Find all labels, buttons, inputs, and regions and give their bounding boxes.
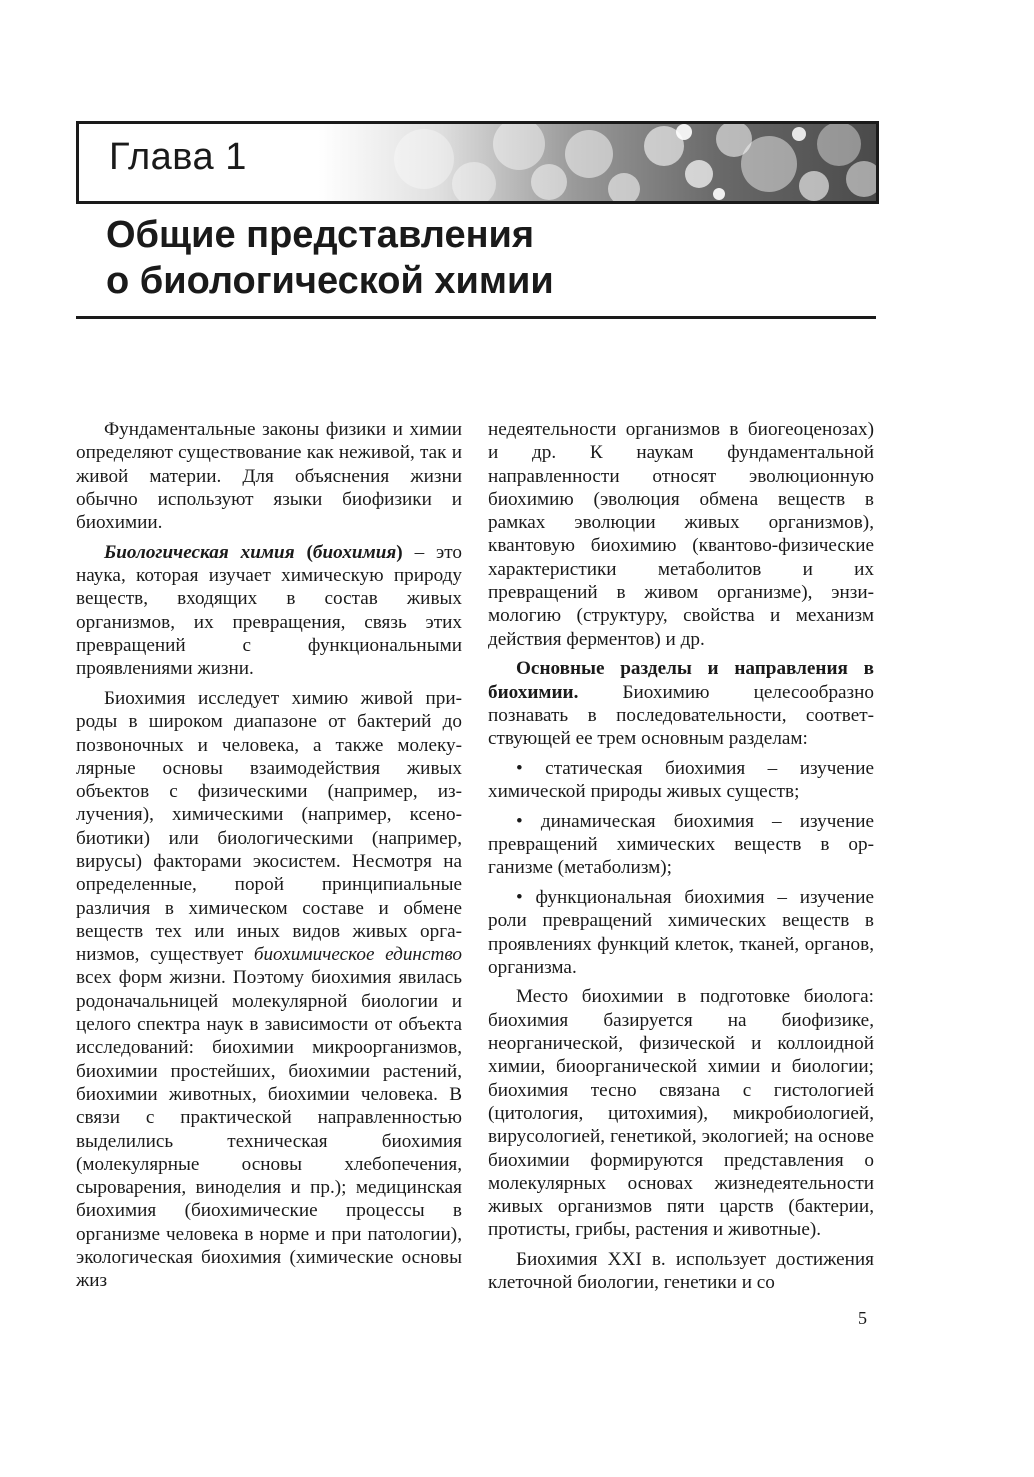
- term-biological-chemistry: Биологическая химия: [104, 541, 295, 563]
- paragraph: Место биохимии в подготовке биолога: биохимия базируется на биофизике, неорганической, физической и коллоидной химии, биоорганической химии и биологии; биохимия тесно связана с гистологией (цитология, цитохимия), микробиологией, вирусологией, генетикой, экологией; на основе биохимии формируются представления о молекулярных основах жизнедеятельности живых организмов пяти царств (бактерии, протисты, грибы, растения и животные).: [488, 986, 874, 1241]
- page-number: 5: [858, 1308, 867, 1328]
- paragraph-definition: Биологическая химия (биохимия) – это наука, которая изучает химическую природу веществ, входящих в состав живых организмов, их превращения, связь этих превращений с функциональными проявлениями жизни.: [76, 541, 463, 680]
- paragraph: Фундаментальные законы физики и химии определяют существование как неживой, так и живой материи. Для объяснения жизни обычно используют языки биофизики и биохимии.: [76, 419, 462, 534]
- bullet-icon: •: [516, 757, 523, 779]
- paragraph: Биохимия XXI в. использует достижения клеточной биологии, генетики и со: [488, 1249, 874, 1294]
- paragraph-continued: недеятельности организмов в биогеоценозах) и др. К наукам фундаментальной направленности относят эволюционную биохимию (эволюция обмена веществ в рамках эволюции живых организмов), квантовую биохимию (квантово-физические характеристики метаболитов и их превращений в живом организме), энзимологию (структуру, свойства и механизм действия ферментов) и др.: [488, 419, 874, 650]
- term-biochemistry: биохимия: [312, 541, 397, 563]
- list-item: • динамическая биохимия – изучение превращений химических веществ в организме (метаболизм);: [488, 810, 874, 879]
- right-column: [488, 418, 874, 1301]
- bullet-icon: •: [516, 886, 523, 908]
- list-item: • статическая биохимия – изучение химической природы живых существ;: [488, 757, 874, 803]
- chapter-title: [106, 212, 554, 304]
- chapter-title-line-2: о биологической химии: [106, 260, 554, 302]
- chapter-label: Глава 1: [109, 136, 247, 178]
- left-column: [76, 418, 462, 1299]
- paragraph-sections: Основные разделы и направления в биохимии. Биохимию целесообразно познавать в последовательности, соответствующей ее трем основным разделам:: [488, 658, 874, 750]
- term-biochemical-unity: биохимическое единство: [253, 944, 462, 966]
- list-item: • функциональная биохимия – изучение роли превращений химических веществ в проявлениях функций клеток, тканей, органов, организма.: [488, 886, 874, 978]
- title-divider: [76, 316, 876, 319]
- chapter-title-line-1: Общие представления: [106, 214, 535, 256]
- paragraph: Биохимия исследует химию живой природы в широком диапазоне от бактерий до позвоночных и человека, а также молекулярные основы взаимодействия живых объектов с физическими (например, излучения), химическими (например, ксенобиотики) или биологическими (например, вирусы) факторами экосистем. Несмотря на определенные, порой принципиальные различия в химическом составе и обмене веществ тех или иных видов живых организмов, существует биохимическое единство всех форм жизни. Поэтому биохимия явилась родоначальницей молекулярной биологии и целого спектра наук в зависимости от объекта исследований: биохимии микроорганизмов, биохимии простейших, биохимии растений, биохимии животных, биохимии человека. В связи с практической направленностью выделились техническая биохимия (молекулярные основы хлебопечения, сыроварения, виноделия и пр.); медицинская биохимия (биохимические процессы в организме человека в норме и при патологии), экологическая биохимия (химические основы жиз: [76, 687, 462, 1292]
- chapter-header-box: [76, 121, 879, 204]
- section-lead-in: Основные разделы и направления в биохимии.: [488, 658, 874, 703]
- bullet-icon: •: [516, 810, 523, 832]
